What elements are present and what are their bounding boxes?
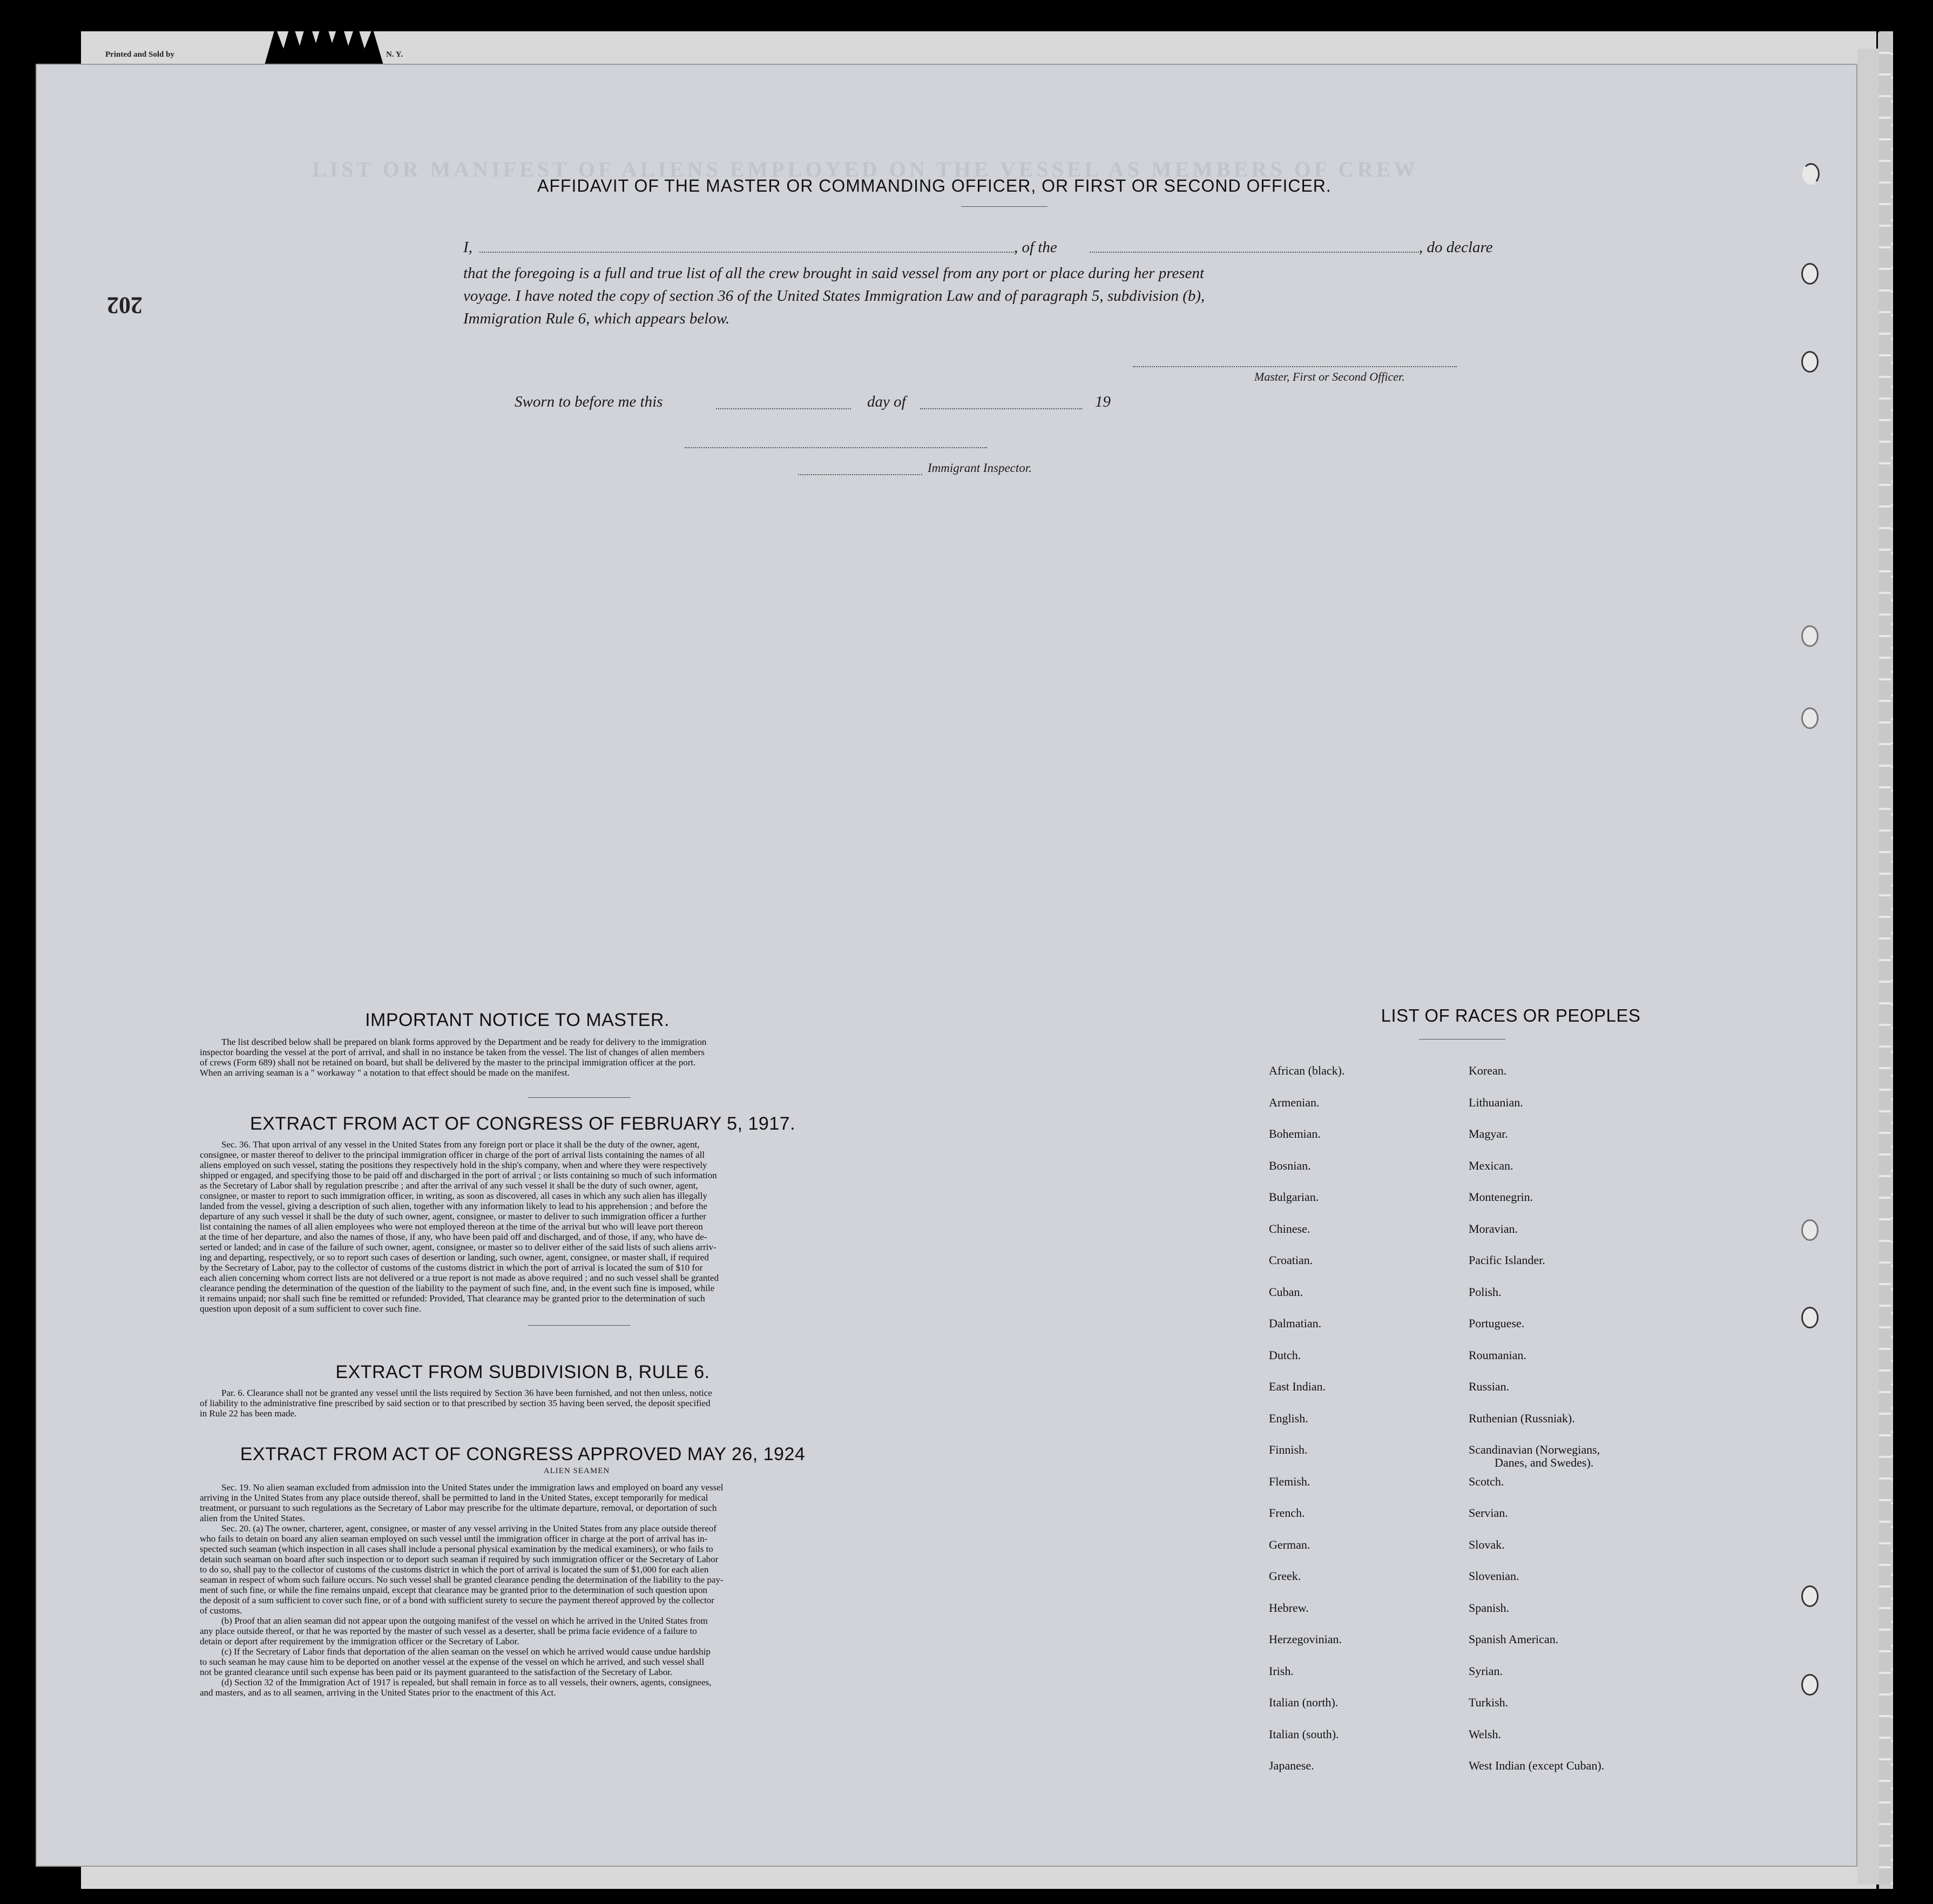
act-1917-line: Sec. 36. That upon arrival of any vessel in the United States from any foreign port or place it shall be the duty of the owner, agent, (221, 1139, 700, 1150)
race-item: Bulgarian. (1269, 1190, 1319, 1204)
race-item: Russian. (1469, 1380, 1510, 1393)
race-item: Bosnian. (1269, 1158, 1311, 1172)
act-1924-line: and masters, and as to all seamen, arriving in the United States prior to the enactment of this Act. (200, 1687, 556, 1698)
race-item: Italian (north). (1269, 1696, 1339, 1709)
race-item: Slovenian. (1469, 1569, 1519, 1583)
hole-punch-icon (1801, 1674, 1819, 1696)
hole-punch-icon (1801, 1219, 1819, 1241)
race-item-continuation: Danes, and Swedes). (1495, 1456, 1594, 1469)
act-1917-line: list containing the names of all alien employees who were not employed thereon at the time of the arrival but who will leave port thereon (200, 1221, 703, 1232)
race-item: Herzegovinian. (1269, 1632, 1342, 1646)
race-item: Slovak. (1469, 1537, 1505, 1551)
master-signature-line (1133, 366, 1457, 367)
inspector-signature-line (685, 447, 987, 448)
notice-title: IMPORTANT NOTICE TO MASTER. (365, 1010, 670, 1030)
hole-punch-icon (1801, 263, 1819, 285)
race-item: Irish. (1269, 1664, 1294, 1678)
race-item: Servian. (1469, 1506, 1508, 1520)
rule6-line: in Rule 22 has been made. (200, 1408, 297, 1419)
form-sheet (37, 65, 1856, 1866)
act-1924-line: seaman in respect of whom such failure occurs. No such vessel shall be granted clearance pending the determination of the liability to the pay- (200, 1575, 724, 1585)
act-1924-title: EXTRACT FROM ACT OF CONGRESS APPROVED MAY 26, 1924 (240, 1444, 806, 1464)
race-item: Croatian. (1269, 1253, 1313, 1267)
race-item: East Indian. (1269, 1380, 1326, 1393)
vessel-line (1090, 252, 1419, 253)
inspector-label: Immigrant Inspector. (928, 461, 1032, 475)
race-item: Bohemian. (1269, 1127, 1321, 1140)
notice-line: inspector boarding the vessel at the port of arrival, and shall in no instance be taken from the vessel. The list of changes of alien members (200, 1047, 705, 1057)
name-line (479, 252, 1014, 253)
rule6-line: of liability to the administrative fine prescribed by said section or to that prescribed by section 35 having been served, the deposit specified (200, 1398, 711, 1408)
act-1917-line: departure of any such vessel it shall be the duty of such owner, agent, consignee, or master to deliver to such immigration officer a further (200, 1211, 706, 1221)
act-1924-line: of customs. (200, 1605, 242, 1616)
act-1924-line: arriving in the United States from any place outside thereof, shall be permitted to land in the United States, except temporarily for medical (200, 1493, 708, 1503)
act-1917-line: consignee, or master to report to such immigration officer, in writing, as soon as discovered, all cases in which any such alien has illegally (200, 1191, 707, 1201)
hole-punch-icon (1801, 351, 1819, 373)
race-item: Moravian. (1469, 1221, 1518, 1235)
act-1924-line: detain such seaman on board after such inspection or to deport such seaman if required by such immigration officer or the Secretary of Labor (200, 1554, 719, 1564)
race-item: Dalmatian. (1269, 1316, 1322, 1330)
inspector-line (798, 474, 922, 475)
race-item: African (black). (1269, 1064, 1345, 1077)
notice-line: The list described below shall be prepared on blank forms approved by the Department and be ready for delivery to the immigration (221, 1037, 707, 1047)
printer-credit: Printed and Sold by (105, 50, 174, 59)
race-item: Cuban. (1269, 1285, 1303, 1299)
hole-punch-icon (1802, 163, 1820, 185)
race-item: Turkish. (1469, 1696, 1509, 1709)
affidavit-of-the: , of the (1014, 239, 1057, 256)
race-item: Pacific Islander. (1469, 1253, 1545, 1267)
race-item: Japanese. (1269, 1759, 1314, 1772)
divider (528, 1097, 631, 1098)
hole-punch-icon (1801, 1307, 1819, 1328)
race-item: Hebrew. (1269, 1601, 1309, 1615)
race-item: English. (1269, 1411, 1308, 1425)
act-1924-line: Sec. 19. No alien seaman excluded from admission into the United States under the immigration laws and employed on board any vessel (221, 1482, 724, 1493)
race-item: Italian (south). (1269, 1727, 1339, 1741)
act-1924-line: detain or deport after requirement by the immigration officer or the Secretary of Labor. (200, 1636, 519, 1646)
hole-punch-icon (1801, 625, 1819, 647)
act-1917-text (200, 1139, 988, 1314)
race-item: Mexican. (1469, 1158, 1513, 1172)
race-item: Korean. (1469, 1064, 1507, 1077)
act-1917-line: as the Secretary of Labor shall by regulation prescribe ; and after the arrival of any such vessel it shall be the duty of such owner, agent, (200, 1180, 698, 1191)
act-1917-line: shipped or engaged, and specifying those to be paid off and discharged in the port of arrival ; or lists containing so much of such information (200, 1170, 717, 1180)
year-text: 19 (1095, 393, 1111, 410)
race-item: French. (1269, 1506, 1305, 1520)
act-1924-line: any place outside thereof, or that he was reported by the master of such vessel as a deserter, shall be prima facie evidence of a failure to (200, 1626, 697, 1636)
race-item: German. (1269, 1537, 1310, 1551)
affidavit-line-2: voyage. I have noted the copy of section 36 of the United States Immigration Law and of paragraph 5, subdivision (b), (463, 287, 1205, 305)
act-1917-line: by the Secretary of Labor, pay to the collector of customs of the customs district in which the port of arrival is located the sum of $10 for (200, 1262, 703, 1273)
sworn-month-line (920, 408, 1082, 409)
race-item: Armenian. (1269, 1095, 1320, 1109)
race-item: West Indian (except Cuban). (1469, 1759, 1605, 1772)
act-1924-subtitle: ALIEN SEAMEN (543, 1467, 610, 1475)
act-1924-line: (d) Section 32 of the Immigration Act of 1917 is repealed, but shall remain in force as to all vessels, their owners, agents, consignees, (221, 1677, 712, 1687)
printer-city: N. Y. (386, 50, 403, 59)
race-item: Magyar. (1469, 1127, 1508, 1140)
day-of-text: day of (867, 393, 906, 410)
race-item: Spanish American. (1469, 1632, 1559, 1646)
race-item: Roumanian. (1469, 1348, 1526, 1362)
race-item: Spanish. (1469, 1601, 1510, 1615)
act-1917-line: it remains unpaid; nor shall such fine be remitted or refunded: Provided, That clearance may be granted prior to the determination of such (200, 1293, 705, 1304)
act-1917-line: serted or landed; and in case of the failure of such owner, agent, consignee, or master so to deliver either of the said lists of such aliens arriv- (200, 1242, 717, 1252)
bleed-through: LIST OR MANIFEST OF ALIENS EMPLOYED ON THE VESSEL AS MEMBERS OF CREW (312, 157, 1419, 181)
notary-seal-icon (254, 16, 394, 65)
affidavit-title: AFFIDAVIT OF THE MASTER OR COMMANDING OFFICER, OR FIRST OR SECOND OFFICER. (537, 176, 1332, 195)
race-item: Lithuanian. (1469, 1095, 1523, 1109)
act-1924-line: spected such seaman (which inspection in all cases shall include a personal physical examination by the medical examiners), or who fails to (200, 1544, 713, 1554)
sworn-text: Sworn to before me this (515, 393, 663, 410)
affidavit-line-1: that the foregoing is a full and true list of all the crew brought in said vessel from any port or place during her present (463, 265, 1205, 282)
sworn-day-line (716, 408, 851, 409)
race-item: Ruthenian (Russniak). (1469, 1411, 1575, 1425)
races-title: LIST OF RACES OR PEOPLES (1381, 1005, 1641, 1025)
race-item: Portuguese. (1469, 1316, 1525, 1330)
race-item: Dutch. (1269, 1348, 1301, 1362)
hole-punch-icon (1801, 707, 1819, 729)
hole-punch-icon (1801, 1585, 1819, 1607)
act-1917-line: clearance pending the determination of the question of the liability to the payment of such fine, and, in the event such fine is imposed, while (200, 1283, 715, 1293)
divider (961, 206, 1047, 207)
page-edge-inner (1857, 49, 1879, 1885)
notice-text (200, 1037, 988, 1078)
race-item: Scandinavian (Norwegians, (1469, 1443, 1600, 1456)
race-item: Finnish. (1269, 1443, 1308, 1456)
act-1924-line: Sec. 20. (a) The owner, charterer, agent, consignee, or master of any vessel arriving in the United States from any place outside thereof (221, 1523, 717, 1534)
race-item: Chinese. (1269, 1221, 1310, 1235)
act-1924-line: who fails to detain on board any alien seaman employed on such vessel until the immigration officer in charge at the port of arrival has in- (200, 1534, 708, 1544)
act-1917-line: aliens employed on such vessel, stating the positions they respectively hold in the ship's company, when and where they were respectively (200, 1160, 707, 1170)
act-1924-text (200, 1482, 988, 1698)
act-1917-line: question upon deposit of a sum sufficient to cover such fine. (200, 1304, 421, 1314)
act-1924-line: (c) If the Secretary of Labor finds that deportation of the alien seaman on the vessel on which he arrived would cause undue hardship (221, 1646, 711, 1657)
race-item: Montenegrin. (1469, 1190, 1533, 1204)
master-label: Master, First or Second Officer. (1254, 370, 1405, 383)
act-1917-line: each alien concerning whom correct lists are not delivered or a true report is not made as above required ; and no such vessel shall be granted (200, 1273, 719, 1283)
act-1924-line: not be granted clearance until such expense has been paid or its payment guaranteed to the satisfaction of the Secretary of Labor. (200, 1667, 673, 1677)
affidavit-i: I, (463, 239, 472, 256)
race-item: Flemish. (1269, 1474, 1310, 1488)
act-1917-line: ing and departing, respectively, or so to report such cases of desertion or landing, such owner, agent, consignee, or master shall, if required (200, 1252, 709, 1262)
act-1917-line: landed from the vessel, giving a description of such alien, together with any information likely to lead to his apprehension ; and before the (200, 1201, 707, 1211)
divider (528, 1325, 631, 1326)
act-1924-line: alien from the United States. (200, 1513, 305, 1523)
act-1924-line: the deposit of a sum sufficient to cover such fine, or of a bond with sufficient surety to secure the payment thereof approved by the collector (200, 1595, 714, 1605)
affidavit-line-3: Immigration Rule 6, which appears below. (463, 310, 730, 327)
affidavit-do-declare: , do declare (1419, 239, 1493, 256)
act-1924-line: to such seaman he may cause him to be deported on another vessel at the expense of the vessel on which he arrived, and such vessel shall (200, 1657, 705, 1667)
race-item: Welsh. (1469, 1727, 1501, 1741)
notice-line: When an arriving seaman is a " workaway " a notation to that effect should be made on the manifest. (200, 1068, 570, 1078)
race-item: Syrian. (1469, 1664, 1503, 1678)
rule6-title: EXTRACT FROM SUBDIVISION B, RULE 6. (335, 1362, 710, 1382)
rule6-line: Par. 6. Clearance shall not be granted any vessel until the lists required by Section 36 have been furnished, and not then unless, notice (221, 1388, 712, 1398)
page-number: 202 (107, 292, 143, 319)
race-item: Polish. (1469, 1285, 1502, 1299)
act-1924-line: ment of such fine, or while the fine remains unpaid, except that clearance may be granted prior to the determination of such question upon (200, 1585, 707, 1595)
act-1924-line: treatment, or pursuant to such regulations as the Secretary of Labor may prescribe for the ultimate departure, removal, or deportation of such (200, 1503, 717, 1513)
notice-line: of crews (Form 689) shall not be retained on board, but shall be delivered by the master to the principal immigration officer at the port. (200, 1057, 696, 1068)
rule6-text (200, 1388, 988, 1419)
act-1924-line: (b) Proof that an alien seaman did not appear upon the outgoing manifest of the vessel on which he arrived in the United States from (221, 1616, 708, 1626)
race-item: Greek. (1269, 1569, 1301, 1583)
act-1917-line: at the time of her departure, and also the names of those, if any, who have been paid off and discharged, and of those, if any, who have de- (200, 1232, 707, 1242)
act-1917-title: EXTRACT FROM ACT OF CONGRESS OF FEBRUARY 5, 1917. (249, 1113, 796, 1134)
act-1917-line: consignee, or master thereof to deliver to the principal immigration officer in charge of the port of arrival lists containing the names of all (200, 1150, 705, 1160)
page-edge (1878, 32, 1891, 1885)
act-1924-line: to do so, shall pay to the collector of customs of the customs district in which the port of arrival is located the sum of $1,000 for each alien (200, 1564, 709, 1575)
race-item: Scotch. (1469, 1474, 1504, 1488)
